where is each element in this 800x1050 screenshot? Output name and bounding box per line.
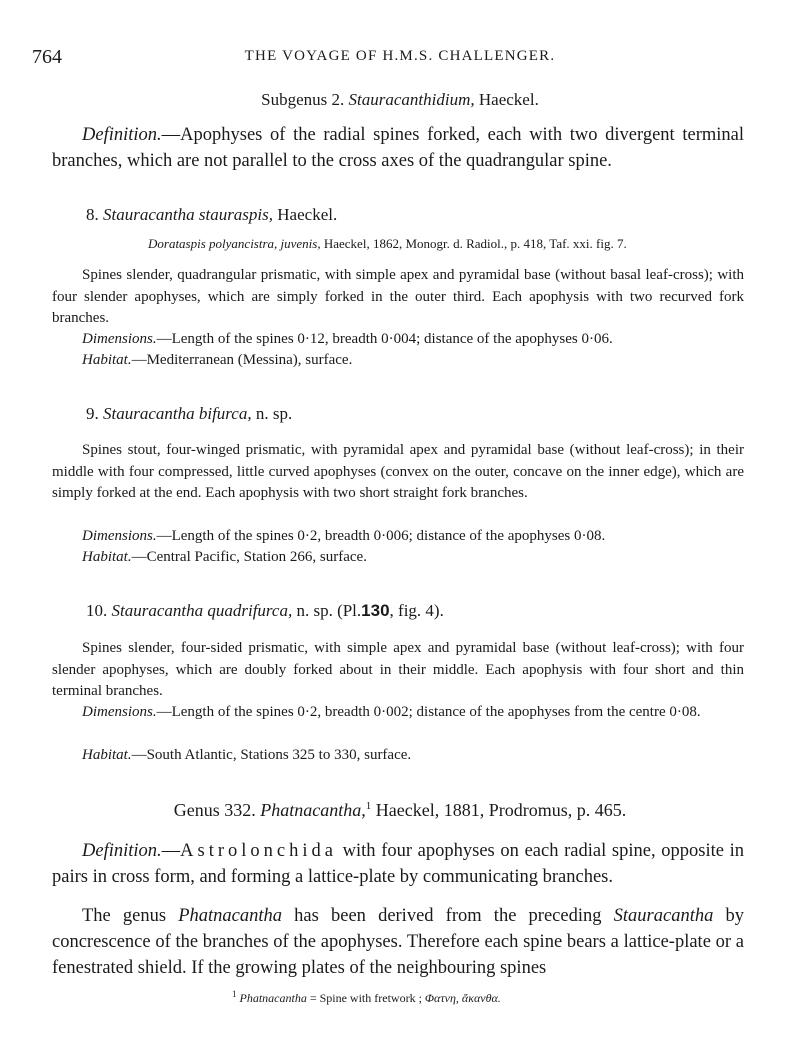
definition-label: Definition. xyxy=(82,125,162,145)
species-number: 10. xyxy=(86,601,108,620)
plate-number: 130 xyxy=(361,601,390,620)
species-9-dimensions xyxy=(52,526,744,548)
species-author: n. sp. xyxy=(255,404,293,423)
genus-author: Haeckel, 1881, Prodromus, p. 465. xyxy=(375,800,627,820)
species-8-habitat xyxy=(52,350,744,372)
synonym-ref: Haeckel, 1862, Monogr. d. Radiol., p. 418, Taf. xxi. fig. 7. xyxy=(323,236,627,251)
group-name: Astrolonchida xyxy=(180,841,337,861)
species-name: Stauracantha stauraspis, xyxy=(103,205,274,224)
definition-dash: — xyxy=(161,841,181,861)
body-text: has been derived from the preceding xyxy=(282,906,614,926)
species-8-description: Spines slender, quadrangular prismatic, with simple apex and pyramidal base (without basal leaf-cross); with four slender apophyses, which are simply forked in the outer third. Each apophysis with two recurved fork branches. xyxy=(52,267,744,326)
habitat-label: Habitat. xyxy=(82,549,132,565)
dimensions-label: Dimensions. xyxy=(82,704,157,720)
species-9-habitat xyxy=(52,547,744,569)
genus-heading xyxy=(0,800,800,821)
footnote xyxy=(232,989,501,1006)
genus-name-ref: Phatnacantha xyxy=(178,906,283,926)
dimensions-text: —Length of the spines 0·2, breadth 0·002; distance of the apophyses from the centre 0·08. xyxy=(156,704,701,720)
species-name: Stauracantha bifurca, xyxy=(103,404,252,423)
species-author: Haeckel. xyxy=(277,205,338,224)
definition-label: Definition. xyxy=(82,841,162,861)
dimensions-text: —Length of the spines 0·2, breadth 0·006; distance of the apophyses 0·08. xyxy=(156,528,606,544)
habitat-label: Habitat. xyxy=(82,747,132,763)
subgenus-heading xyxy=(0,90,800,110)
species-8-synonym xyxy=(148,236,627,252)
running-title: THE VOYAGE OF H.M.S. CHALLENGER. xyxy=(244,48,556,64)
species-name: Stauracantha quadrifurca, xyxy=(111,601,293,620)
subgenus-prefix: Subgenus 2. xyxy=(261,90,345,109)
species-10-habitat xyxy=(52,745,744,767)
habitat-text: —Mediterranean (Messina), surface. xyxy=(131,352,353,368)
subgenus-author: Haeckel. xyxy=(478,90,539,109)
species-10-description: Spines slender, four-sided prismatic, with simple apex and pyramidal base (without leaf-cross); with four slender apophyses, which are doubly forked about in their middle. Each apophysis with four short and thin terminal branches. xyxy=(52,640,744,699)
synonym-name: Dorataspis polyancistra, juvenis, xyxy=(148,236,321,251)
species-8-dimensions xyxy=(52,329,744,351)
subgenus-definition xyxy=(52,122,744,174)
body-text: The genus xyxy=(82,906,179,926)
species-author: n. sp. (Pl. xyxy=(296,601,362,620)
genus-name-ref: Stauracantha xyxy=(613,906,714,926)
definition-text: —Apophyses of the radial spines forked, each with two divergent terminal branches, which are not parallel to the cross axes of the quadrangular spine. xyxy=(52,125,744,171)
dimensions-label: Dimensions. xyxy=(82,528,157,544)
species-10-dimensions xyxy=(52,702,744,724)
footnote-mark: 1 xyxy=(365,800,372,812)
footnote-text: = Spine with fretwork ; xyxy=(306,991,422,1005)
footnote-mark: 1 xyxy=(232,989,237,999)
species-8-heading xyxy=(86,205,337,225)
genus-prefix: Genus 332. xyxy=(173,800,256,820)
page-number: 764 xyxy=(32,46,62,68)
genus-definition xyxy=(52,838,744,890)
species-number: 9. xyxy=(86,404,99,423)
footnote-greek: Φατνη, ἄκανθα. xyxy=(424,991,501,1005)
species-10-heading xyxy=(86,601,444,621)
definition-text: with four apophyses on each radial spine, opposite in pairs in cross form, and forming a lattice-plate by communicating branches. xyxy=(52,841,744,887)
dimensions-label: Dimensions. xyxy=(82,331,157,347)
subgenus-name: Stauracanthidium, xyxy=(348,90,475,109)
species-number: 8. xyxy=(86,205,99,224)
habitat-label: Habitat. xyxy=(82,352,132,368)
figure-ref: , fig. 4). xyxy=(389,601,444,620)
genus-body xyxy=(52,903,744,981)
habitat-text: —Central Pacific, Station 266, surface. xyxy=(131,549,367,565)
habitat-text: —South Atlantic, Stations 325 to 330, surface. xyxy=(131,747,412,763)
species-9-heading xyxy=(86,404,292,424)
dimensions-text: —Length of the spines 0·12, breadth 0·004; distance of the apophyses 0·06. xyxy=(156,331,613,347)
body-text: by concrescence of the branches of the apophyses. Therefore each spine bears a lattice-plate or a fenestrated shield. If the growing plates of the neighbouring spines xyxy=(52,906,744,978)
genus-name: Phatnacantha, xyxy=(260,800,366,820)
species-9-description: Spines stout, four-winged prismatic, with pyramidal apex and pyramidal base (without leaf-cross); in their middle with four compressed, little curved apophyses (convex on the outer, concave on the inner edge), which are simply forked at the end. Each apophysis with two short straight fork branches. xyxy=(52,442,744,501)
footnote-term: Phatnacantha xyxy=(239,991,307,1005)
